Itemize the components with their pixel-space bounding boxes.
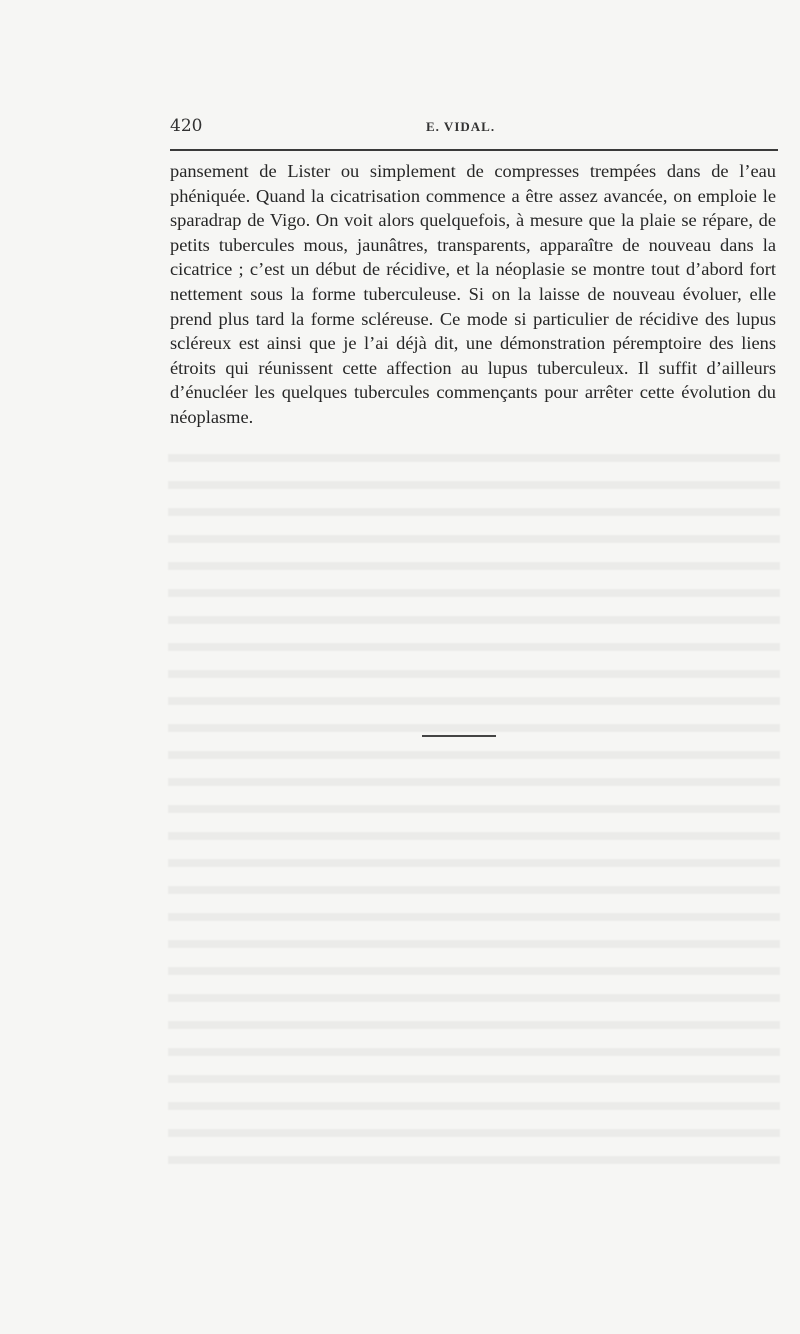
body-paragraph: pansement de Lister ou simplement de compresses trempées dans de l’eau phéniquée. Quand la cicatrisation commence a être assez avancée, on emploie le sparadrap de Vigo. On voit alors quelquefois, à mesure que la plaie se répare, de petits tubercules mous, jaunâtres, transparents, apparaître de nouveau dans la cicatrice ; c’est un début de récidive, et la néoplasie se montre tout d’abord fort nettement sous la forme tuberculeuse. Si on la laisse de nouveau évoluer, elle prend plus tard la forme scléreuse. Ce mode si particulier de récidive des lupus scléreux est ainsi que je l’ai déjà dit, une démonstration péremptoire des liens étroits qui réunissent cette affection au lupus tuberculeux. Il suffit d’ailleurs d’énucléer les quelques tubercules commençants pour arrêter cette évolution du néoplasme. — [170, 161, 776, 427]
header-rule — [170, 149, 778, 151]
show-through-texture — [168, 440, 780, 1180]
page-number: 420 — [170, 116, 203, 136]
end-rule — [422, 735, 496, 737]
running-head: E. VIDAL. — [426, 119, 496, 134]
